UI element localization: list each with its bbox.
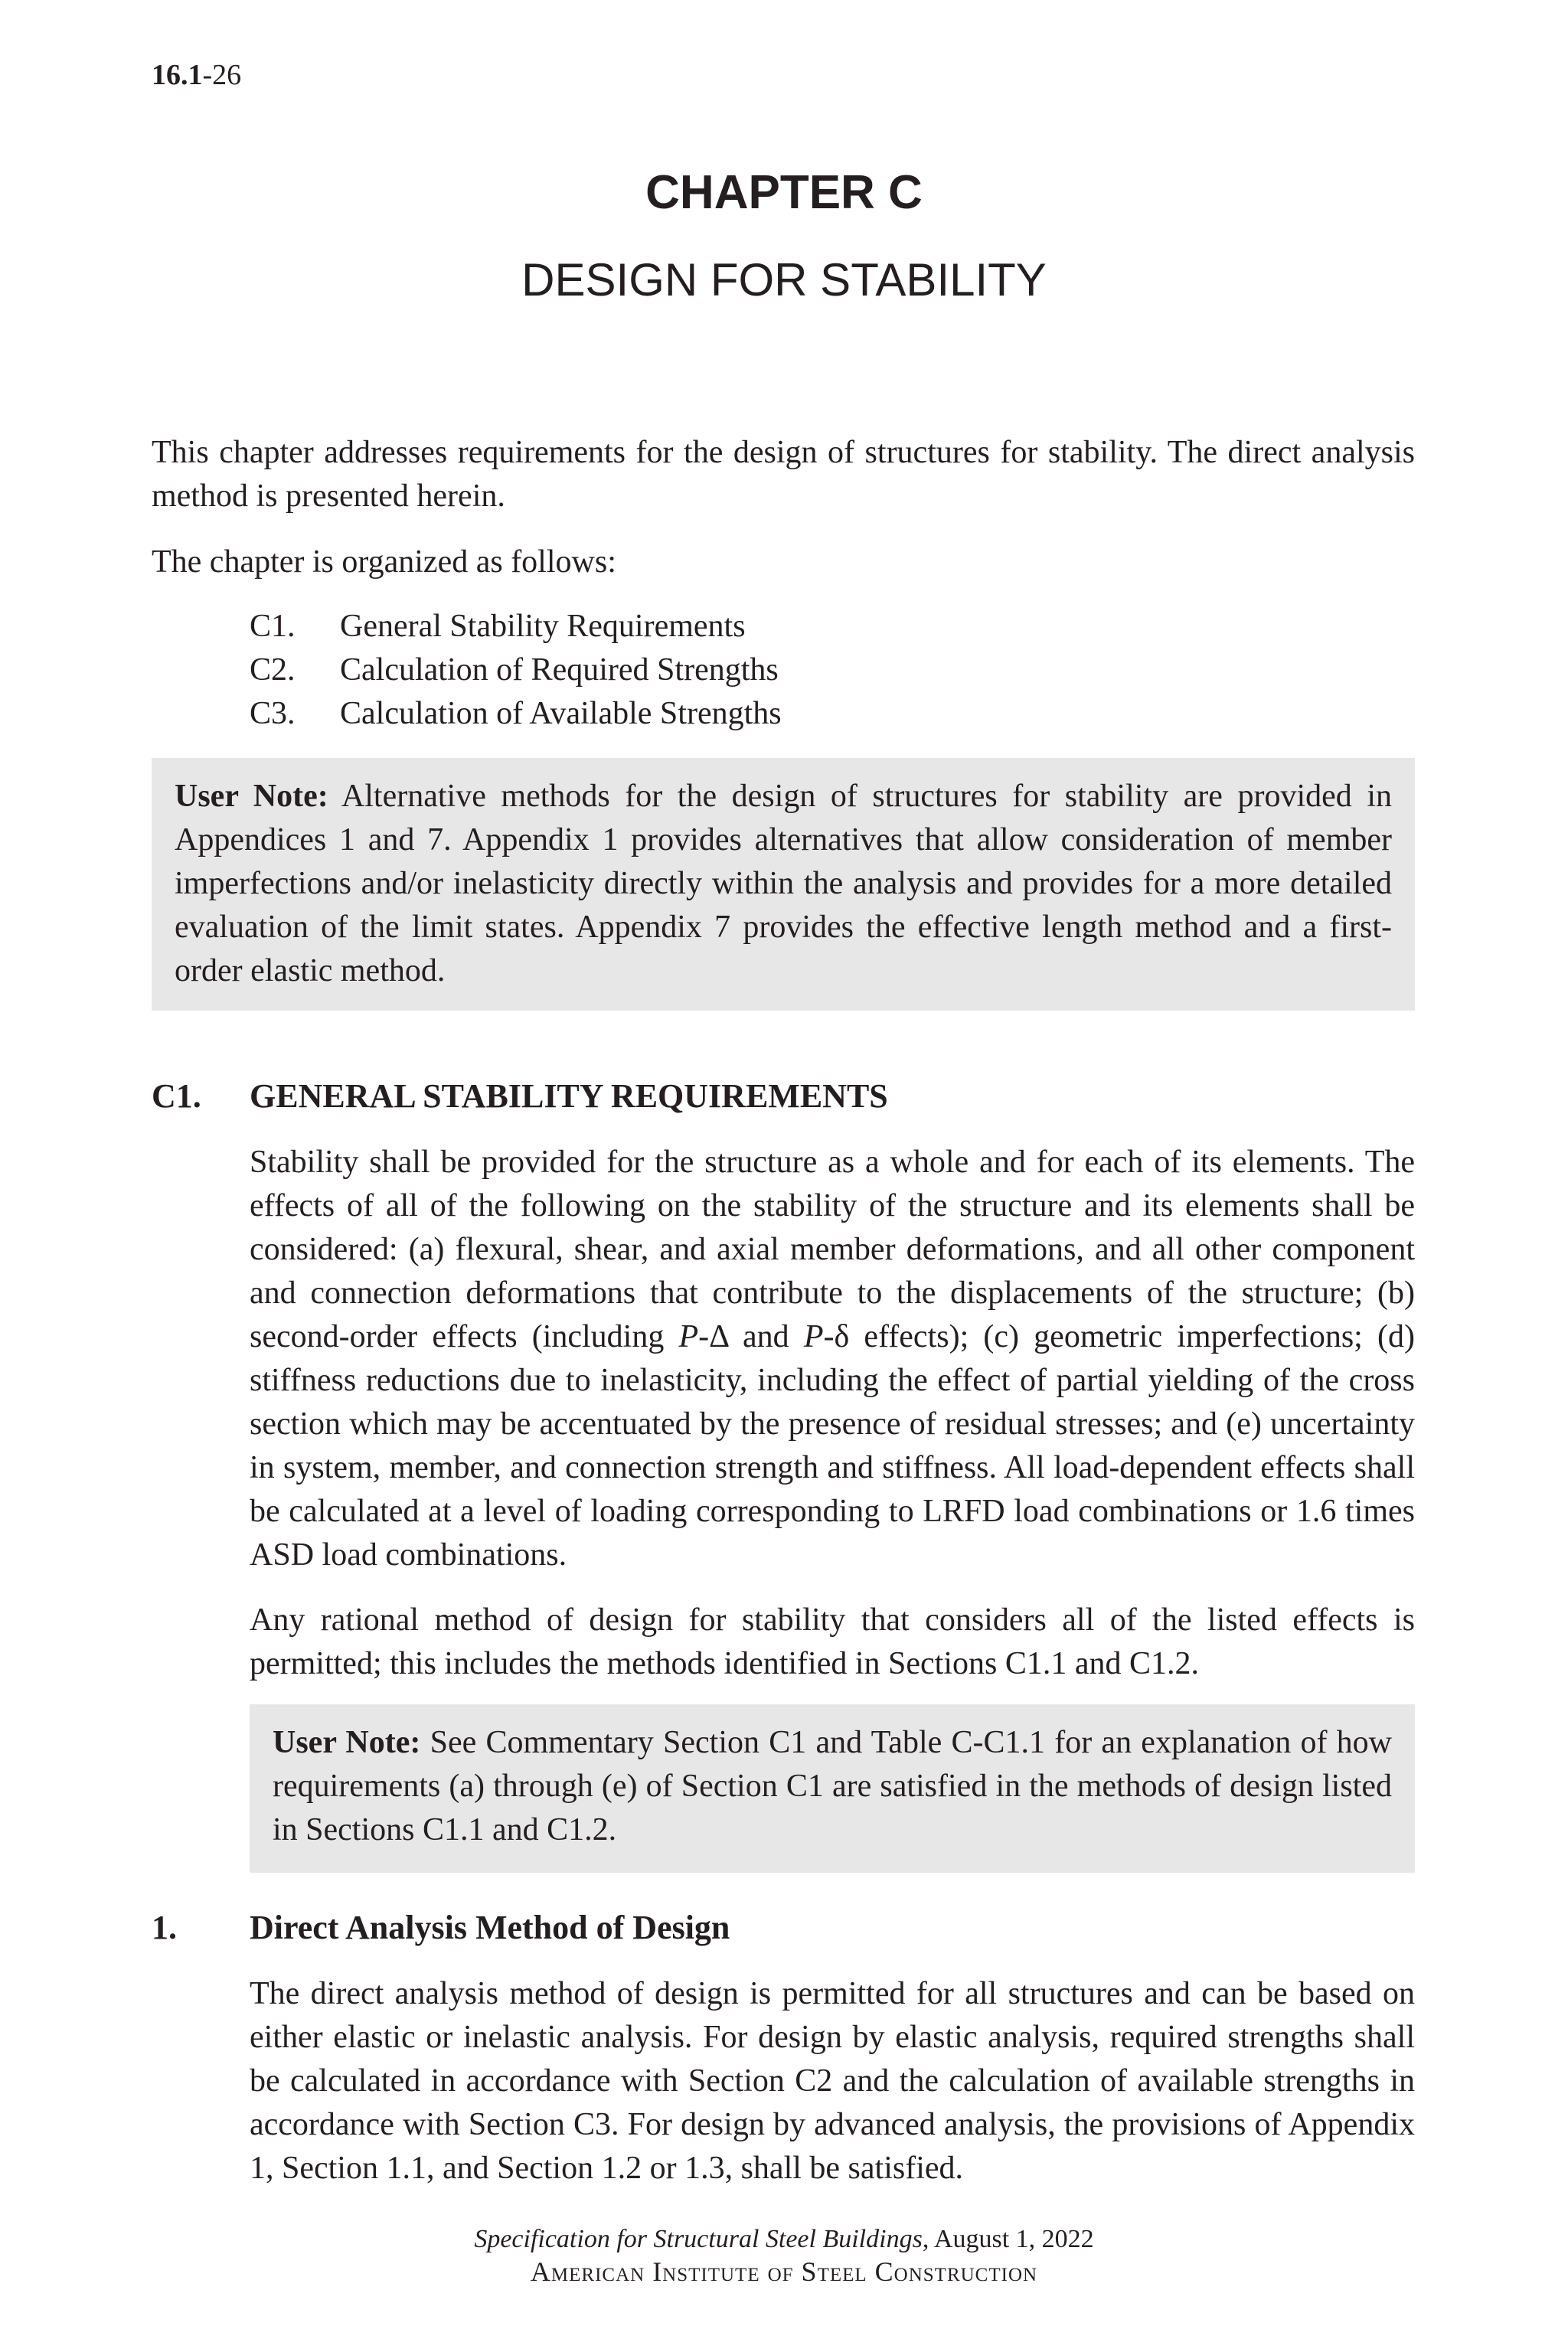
list-item-label: General Stability Requirements bbox=[340, 609, 746, 644]
user-note-box bbox=[152, 758, 1415, 1011]
organized-text: The chapter is organized as follows: bbox=[152, 544, 616, 580]
page-number bbox=[152, 57, 241, 93]
list-item-number: C2. bbox=[250, 652, 296, 688]
c1-paragraph-1 bbox=[250, 1141, 1415, 1577]
chapter-title: CHAPTER C bbox=[645, 166, 923, 219]
p-delta-text: -Δ and bbox=[698, 1319, 804, 1354]
variable-p: P bbox=[678, 1319, 699, 1354]
chapter-contents-list bbox=[250, 605, 782, 736]
section-number: C1. bbox=[152, 1077, 201, 1115]
variable-p: P bbox=[803, 1319, 824, 1354]
list-item bbox=[250, 692, 782, 736]
c1-paragraph-1-part-b: -δ effects); (c) geometric imperfections; (d) stiffness reductions due to inelasticity, including the effect of partial yielding of the cross section which may be accentuated by the presence of residual stresses; and (e) uncertainty in system, member, and connection strength and stiffness. All load-dependent effects shall be calculated at a level of loading corresponding to LRFD load combinations or 1.6 times ASD load combinations. bbox=[250, 1319, 1415, 1573]
footer-publication-title: Specification for Structural Steel Buildings bbox=[474, 2225, 923, 2253]
c1-paragraph-2: Any rational method of design for stability that considers all of the listed effects is permitted; this includes the methods identified in Sections C1.1 and C1.2. bbox=[250, 1602, 1415, 1681]
user-note-text bbox=[175, 775, 1392, 993]
user-note-body: Alternative methods for the design of structures for stability are provided in Appendices 1 and 7. Appendix 1 provides alternatives that allow consideration of member imperfections and/or inelasticity directly within the analysis and provides for a more detailed evaluation of the limit states. Appendix 7 provides the effective length method and a first-order elastic method. bbox=[175, 779, 1392, 988]
page-footer bbox=[0, 2223, 1568, 2288]
user-note-body: See Commentary Section C1 and Table C-C1.1 for an explanation of how requirements (a) through (e) of Section C1 are satisfied in the methods of design listed in Sections C1.1 and C1.2. bbox=[273, 1725, 1393, 1847]
chapter-subtitle: DESIGN FOR STABILITY bbox=[521, 254, 1047, 305]
user-note-text bbox=[273, 1721, 1392, 1852]
section-title: GENERAL STABILITY REQUIREMENTS bbox=[250, 1077, 888, 1115]
user-note-label: User Note: bbox=[273, 1725, 421, 1760]
list-item bbox=[250, 648, 782, 692]
user-note-label: User Note: bbox=[175, 779, 328, 814]
list-item-number: C3. bbox=[250, 696, 296, 731]
intro-paragraph: This chapter addresses requirements for the design of structures for stability. The direct analysis method is presented herein. bbox=[152, 435, 1415, 514]
page-number-section: 16.1 bbox=[152, 59, 203, 91]
subsection-title: Direct Analysis Method of Design bbox=[250, 1909, 730, 1946]
user-note-box bbox=[250, 1704, 1415, 1873]
footer-date: , August 1, 2022 bbox=[922, 2225, 1094, 2253]
list-item-number: C1. bbox=[250, 609, 296, 644]
list-item-label: Calculation of Required Strengths bbox=[340, 652, 779, 688]
direct-analysis-paragraph: The direct analysis method of design is permitted for all structures and can be based on either elastic or inelastic analysis. For design by elastic analysis, required strengths shall be calculated in accordance with Section C2 and the calculation of available strengths in accordance with Section C3. For design by advanced analysis, the provisions of Appendix 1, Section 1.1, and Section 1.2 or 1.3, shall be satisfied. bbox=[250, 1976, 1415, 2186]
subsection-heading-1 bbox=[152, 1905, 730, 1951]
footer-organization: American Institute of Steel Construction bbox=[530, 2256, 1038, 2287]
c1-paragraph-1-part-a: Stability shall be provided for the structure as a whole and for each of its elements. The effects of all of the following on the stability of the structure and its elements shall be considered: (a) flexural, shear, and axial member deformations, and all other component and connection deformations that contribute to the displacements of the structure; (b) second-order effects (including bbox=[250, 1145, 1415, 1354]
footer-line-1 bbox=[0, 2223, 1568, 2256]
list-item-label: Calculation of Available Strengths bbox=[340, 696, 782, 731]
subsection-number: 1. bbox=[152, 1909, 177, 1946]
section-heading-c1 bbox=[152, 1073, 888, 1119]
page-number-page: -26 bbox=[202, 59, 242, 91]
list-item bbox=[250, 605, 782, 648]
